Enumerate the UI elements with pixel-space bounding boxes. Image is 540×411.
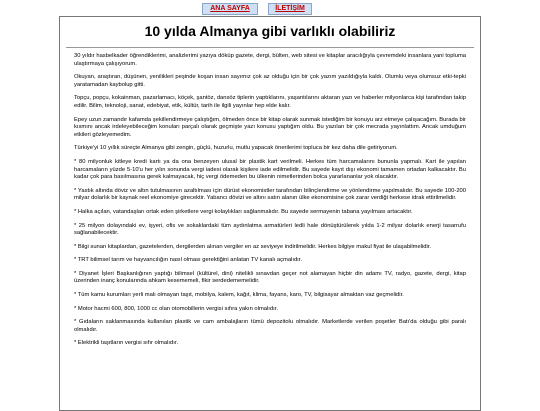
contact-nav-button[interactable]: İLETİŞİM [268,3,312,15]
proposal-electric-vehicles: * Elektrikli taşıtların vergisi sıfır olmalıdır. [74,340,179,347]
proposal-book-tax: * Bilgi sunan kitaplardan, gazetelerden, dergilerden alınan vergiler en az seviyeye indirilmelidir. Herkes bilgiye makul fiyat ile ulaşabilmelidir. [74,243,432,250]
home-nav-button[interactable]: ANA SAYFA [202,3,258,15]
article-body [60,48,480,348]
proposal-domestic-goods: * Tüm kamu kurumları yerli malı olmayan taşıt, mobilya, kalem, kağıt, klima, fayans, karo, TV, bilgisayar almaktan vaz geçmelidir. [74,292,404,299]
proposal-led-lighting: * 25 milyon dolayındaki ev, işyeri, ofis ve sokaklardaki tüm aydınlatma armatürleri ledli hale dönüştürülerek yılda 1-2 milyar dolarlık enerji tasarrufu sağlanabilecektir. [74,222,466,237]
paragraph-proposals-intro: Türkiye'yi 10 yıllık süreçte Almanya gibi zengin, güçlü, huzurlu, mutlu yapacak önerilerimi topluca bir kez daha dile getiriyorum. [74,145,398,152]
proposal-trt-channel: * TRT bilimsel tarım ve hayvancılığın nasıl olması gerektiğini anlatan TV kanalı açmalıdır. [74,257,303,264]
proposal-packaging-deposit: * Gıdaların saklanmasında kullanılan plastik ve cam ambalajların tümü depozitolu olmalıdır. Marketlerde verilen poşetler Batı'da olduğu gibi paralı olmalıdır. [74,319,466,333]
paragraph-readers: Okuyan, araştıran, düşünen, yenilikleri peşinde koşan insan sayımız çok az olduğu için bir çok yazım yazıldığıyla kaldı. Olumlu veya olumsuz etki-tepki yaratamadan kaybolup gitti. [74,74,466,88]
top-navigation [0,3,540,16]
proposal-small-engines: * Motor hacmi 600, 800, 1000 cc olan otomobillerin vergisi sıfıra yakın olmalıdır. [74,305,278,312]
proposal-national-card: * 80 milyonluk kitleye kredi kartı ya da ona benzeyen ulusal bir plastik kart verilmeli. Herkes tüm harcamalarını bununla yapmalı. Kart ile yapılan harcamaların yüzde 5-10'u her yılın sonunda vergi iadesi olarak kişilere iade edilmelidir. Bu sayede kayıt dışı ekonomi tamamen ortadan kalkacaktır. Bu kadar çok para basılmasına gerek kalmayacak, hiç vergi ödemeden bu ülkenin nimetlerinden bolca yararlananlar yok olacaktır. [74,158,466,181]
article-panel [59,16,481,411]
proposal-public-companies: * Halka açılan, vatandaşları ortak eden şirketlere vergi kolaylıkları sağlanmalıdır. Bu sayede sermayenin tabana yayılması artacaktır. [74,208,413,215]
proposal-religious-exam: * Diyanet İşleri Başkanlığının yaptığı bilimsel (kültürel, dini) nitelikli sınavdan geçer not alamayan hiçbir din adamı TV, radyo, gazete, dergi, kitap üzerinden inanç konularında ahkam kesememeli, fikir serdedememelidir. [74,270,466,285]
paragraph-intro: 30 yıldır hasbelkader öğrendiklerimi, analizlerimi yazıya döküp gazete, dergi, bülten, web sitesi ve kitaplar aracılığıyla çevremdeki insanlara yani topluma ulaştırmaya çalışıyorum. [74,53,466,67]
article-title: 10 yılda Almanya gibi varlıklı olabiliriz [144,23,396,39]
paragraph-book-plan: Epey uzun zamandır kafamda şekillendirmeye çalıştığım, ölmeden önce bir kitap olarak sunmak istediğim bir konuyu arz etmeye çalışacağım. Burada bir kısmını ancak irdeleyebileceğim konuları parçalı olarak geçmişte yazı konusu yaptığım oldu. Bu yazıları bir çok mecrada yayınlattım. Ancak umduğum etkileri gözleyemedim. [74,116,466,138]
paragraph-popular-content: Topçu, popçu, kokainman, pazarlamacı, köçek, şantöz, dansöz tiplerin yaptıklarını, yaşantılarını aktaran yazı ve haberler milyonlarca kişi tarafından takip edilir. Bilim, teknoloji, sanat, edebiyat, etik, kültür, tarih ile ilgili yayınlar hep elde kalır. [74,95,466,109]
proposal-savings: * Yastık altında döviz ve altın tutulmasının azaltılması için dürüst ekonomistler tarafından bilinçlendirme ve yönlendirme yapılmalıdır. Bu sayede 100-200 milyar dolarlık bir kaynak reel ekonomiye girecektir. Yabancı dövizi ve altını satın alanın ülke ekonomisine çok zarar verdiği herkese idrak ettirilmelidir. [74,187,466,202]
